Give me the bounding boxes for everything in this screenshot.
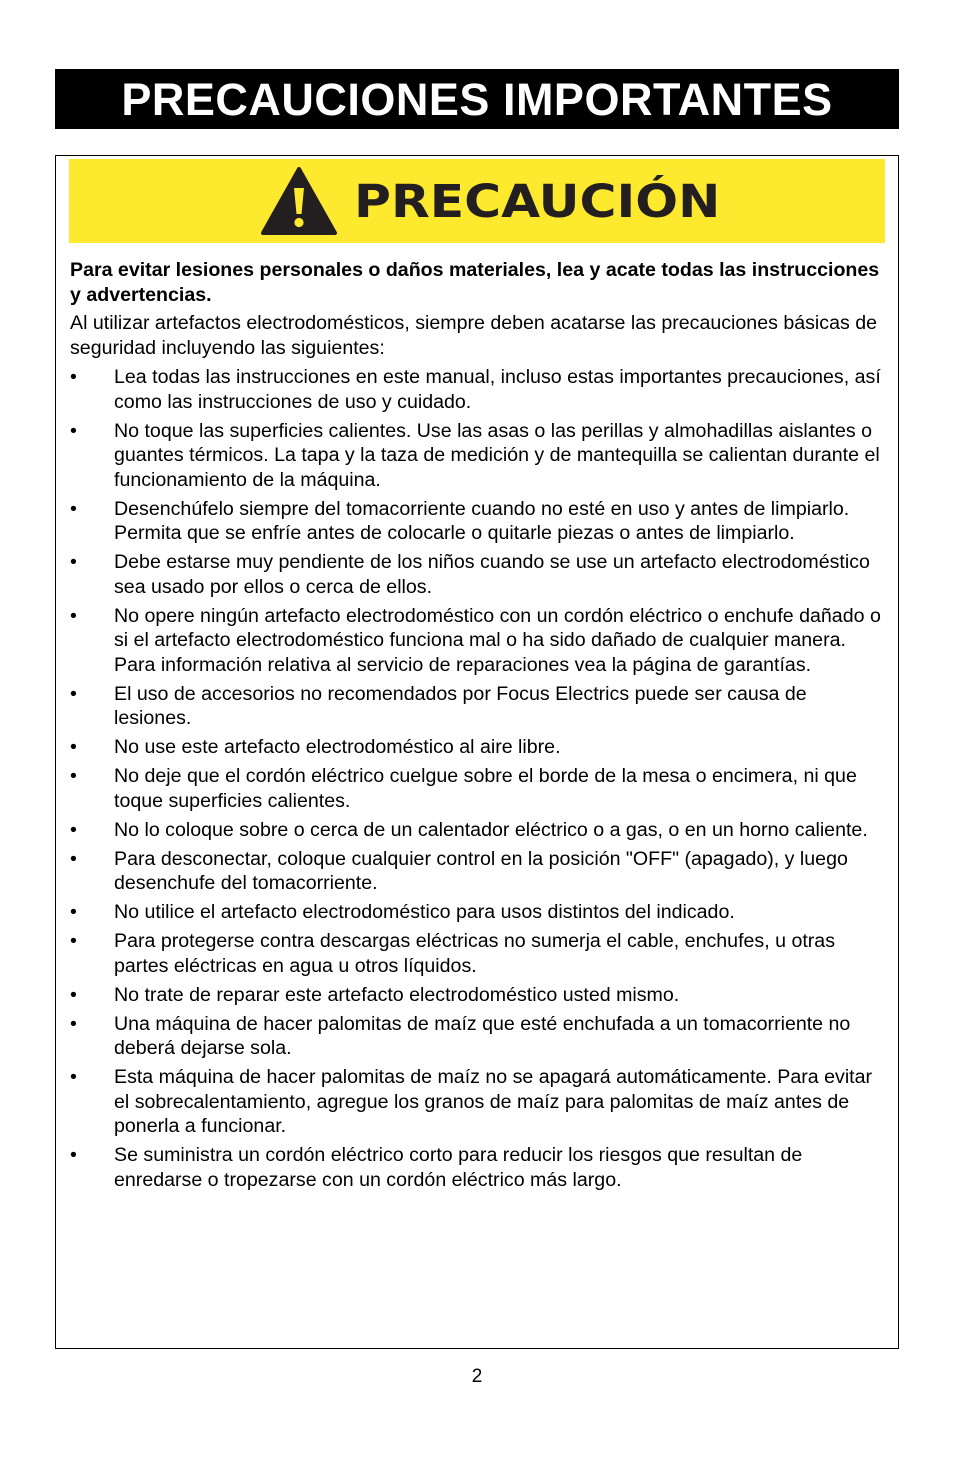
list-item [70,1065,884,1139]
intro-text: Al utilizar artefactos electrodomésticos, siempre deben acatarse las precauciones básicas de seguridad incluyendo las siguientes: [70,312,878,359]
list-item [70,1143,884,1192]
list-item-text: Esta máquina de hacer palomitas de maíz no se apagará automáticamente. Para evitar el sobrecalentamiento, agregue los granos de maíz para palomitas de maíz antes de ponerla a funcionar. [114,1066,873,1137]
list-item-text: No deje que el cordón eléctrico cuelgue sobre el borde de la mesa o encimera, ni que toque superficies calientes. [114,765,857,812]
caution-label: PRECAUCIÓN [354,174,721,228]
lead-warning-text: Para evitar lesiones personales o daños materiales, lea y acate todas las instrucciones y advertencias. [70,259,880,306]
list-item [70,419,884,493]
bullet: • [70,497,77,520]
list-item [70,604,884,678]
list-item-text: No use este artefacto electrodoméstico al aire libre. [114,736,561,758]
list-item-text: Debe estarse muy pendiente de los niños cuando se use un artefacto electrodoméstico sea usado por ellos o cerca de ellos. [114,551,870,598]
bullet: • [70,419,77,442]
bullet: • [70,818,77,841]
list-item-text: No utilice el artefacto electrodoméstico para usos distintos del indicado. [114,901,735,923]
bullet: • [70,604,77,627]
title-bar [55,69,899,129]
list-item-text: No trate de reparar este artefacto electrodoméstico usted mismo. [114,983,680,1006]
list-item-text: No lo coloque sobre o cerca de un calentador eléctrico o a gas, o en un horno caliente. [114,818,868,841]
list-item [70,682,884,731]
list-item [70,1012,884,1061]
list-item-text: Lea todas las instrucciones en este manual, incluso estas importantes precauciones, así como las instrucciones de uso y cuidado. [114,366,881,413]
bullet: • [70,983,77,1006]
list-item-text: Desenchúfelo siempre del tomacorriente cuando no esté en uso y antes de limpiarlo. Permita que se enfríe antes de colocarle o quitarle piezas o antes de limpiarlo. [114,497,850,544]
caution-banner [69,159,885,243]
bullet: • [70,901,77,923]
list-item-text: El uso de accesorios no recomendados por Focus Electrics puede ser causa de lesiones. [114,682,807,729]
page-number: 2 [471,1366,483,1387]
list-item-text: No opere ningún artefacto electrodoméstico con un cordón eléctrico o enchufe dañado o si el artefacto electrodoméstico funciona mal o ha sido dañado de cualquier manera. Para información relativa al servicio de reparaciones vea la página de garantías. [114,604,881,676]
precautions-box [55,155,899,1349]
bullet: • [70,765,77,787]
bullet: • [70,1012,77,1035]
list-item [70,365,884,414]
list-item-text: Para desconectar, coloque cualquier control en la posición "OFF" (apagado), y luego desenchufe del tomacorriente. [114,847,848,894]
list-item [70,900,884,925]
list-item [70,818,884,843]
precautions-list [70,365,884,1192]
list-item [70,929,884,978]
list-item [70,550,884,599]
list-item [70,764,884,813]
bullet: • [70,736,77,758]
caution-banner-content [260,166,721,236]
warning-triangle-icon [260,166,338,236]
bullet: • [70,1144,77,1166]
list-item [70,497,884,546]
bullet: • [70,551,77,573]
list-item [70,983,884,1008]
precautions-text [70,258,884,1197]
list-item [70,847,884,896]
list-item-text: No toque las superficies calientes. Use las asas o las perillas y almohadillas aislantes o guantes térmicos. La tapa y la taza de medición y de mantequilla se calientan durante el funcionamiento de la máquina. [114,419,880,491]
list-item-text: Para protegerse contra descargas eléctricas no sumerja el cable, enchufes, u otras partes eléctricas en agua u otros líquidos. [114,930,835,977]
list-item-text: Una máquina de hacer palomitas de maíz que esté enchufada a un tomacorriente no deberá dejarse sola. [114,1012,851,1059]
bullet: • [70,1066,77,1088]
page-title: PRECAUCIONES IMPORTANTES [121,73,833,125]
bullet: • [70,847,77,870]
bullet: • [70,682,77,705]
bullet: • [70,930,77,952]
list-item-text: Se suministra un cordón eléctrico corto para reducir los riesgos que resultan de enredarse o tropezarse con un cordón eléctrico más largo. [114,1144,803,1191]
list-item [70,735,884,760]
bullet: • [70,366,77,388]
